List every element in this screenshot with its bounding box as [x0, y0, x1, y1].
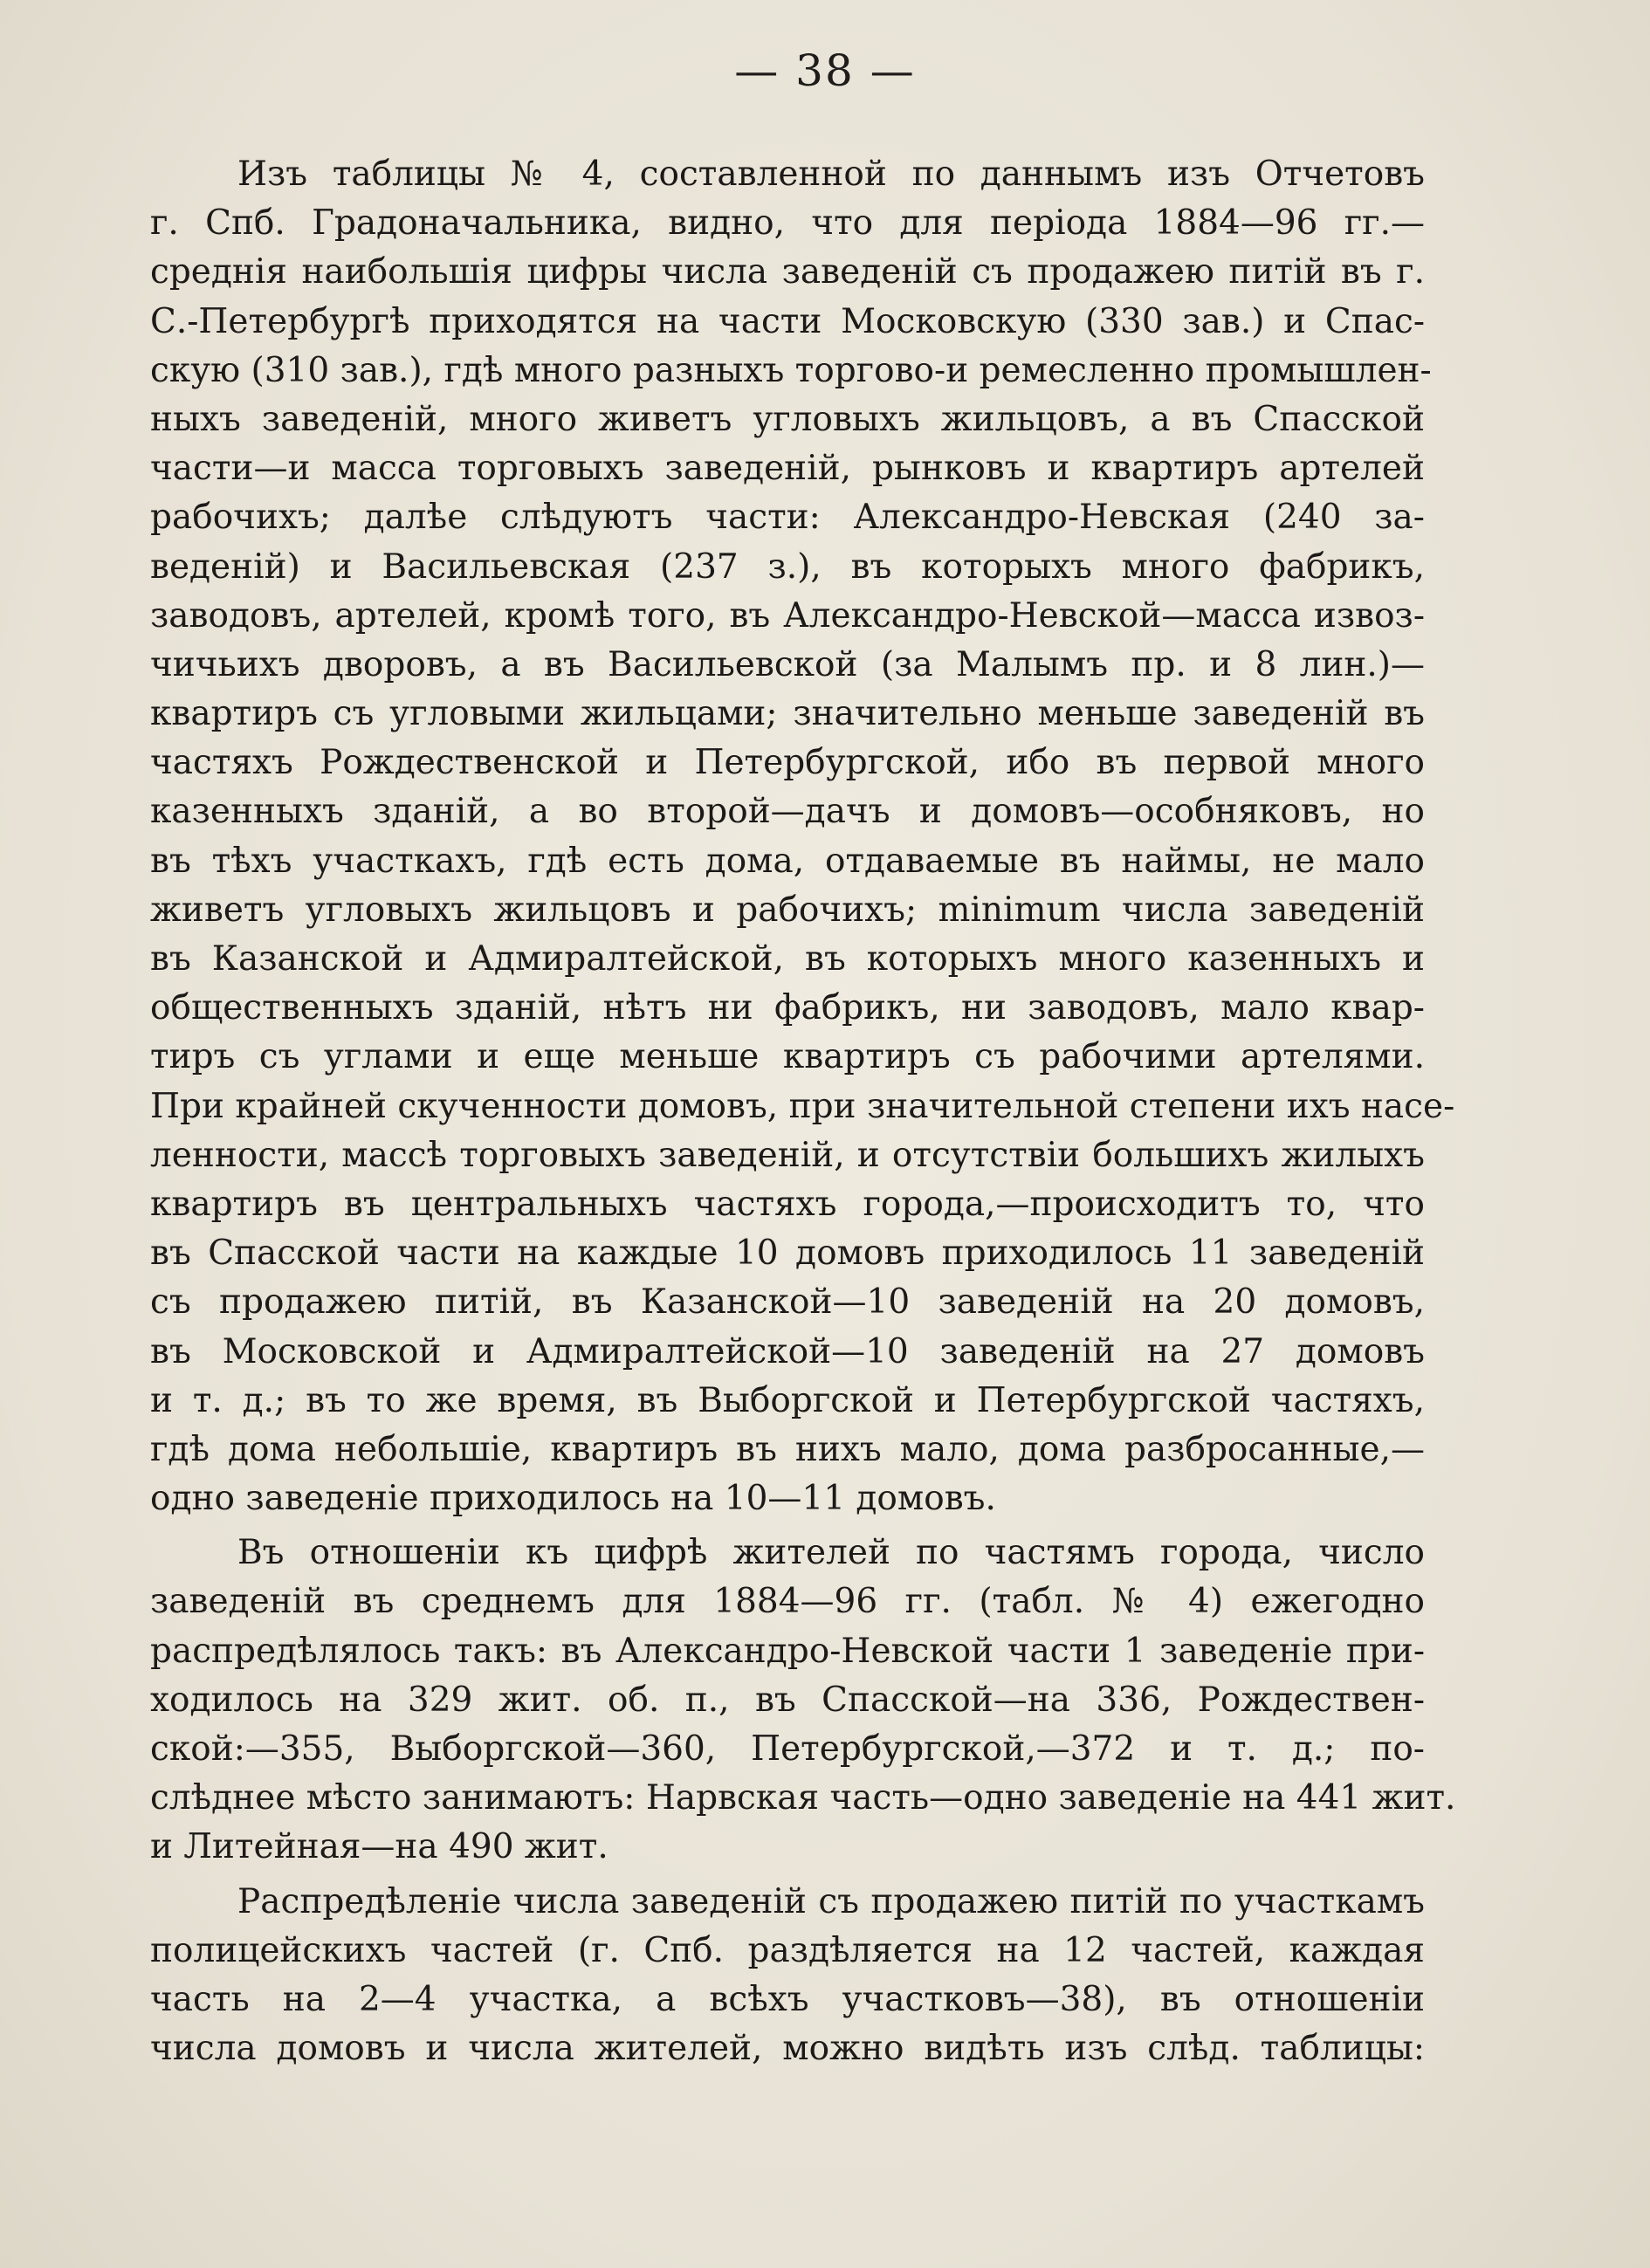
- text-line: и Литейная—на 490 жит.: [150, 1827, 608, 1867]
- page-number: — 38 —: [734, 45, 916, 96]
- text-line: гдѣ дома небольшіе, квартиръ въ нихъ мало, дома разбросанные,—: [150, 1429, 1425, 1469]
- text-line: живетъ угловыхъ жильцовъ и рабочихъ; minimum числа заведеній: [150, 890, 1425, 930]
- text-line: полицейскихъ частей (г. Спб. раздѣляется на 12 частей, каждая: [150, 1930, 1425, 1970]
- text-line: среднія наибольшія цифры числа заведеній съ продажею питій въ г.: [150, 252, 1425, 292]
- text-line: слѣднее мѣсто занимаютъ: Нарвская часть—одно заведеніе на 441 жит.: [150, 1778, 1456, 1818]
- paragraph-2: [150, 1529, 1456, 1872]
- text-line: г. Спб. Градоначальника, видно, что для періода 1884—96 гг.—: [150, 203, 1425, 244]
- text-line: Изъ таблицы № 4, составленной по даннымъ изъ Отчетовъ: [237, 155, 1425, 194]
- text-line: тиръ съ углами и еще меньше квартиръ съ рабочими артелями.: [150, 1037, 1425, 1077]
- text-line: рабочихъ; далѣе слѣдуютъ части: Александро-Невская (240 за-: [150, 498, 1425, 538]
- text-line: казенныхъ зданій, а во второй—дачъ и домовъ—особняковъ, но: [150, 792, 1425, 832]
- text-line: веденій) и Васильевская (237 з.), въ которыхъ много фабрикъ,: [150, 546, 1425, 587]
- text-line: одно заведеніе приходилось на 10—11 домовъ.: [150, 1479, 996, 1519]
- text-line: ныхъ заведеній, много живетъ угловыхъ жильцовъ, а въ Спасской: [150, 399, 1425, 439]
- paragraph-1: [150, 150, 1455, 1523]
- text-line: Въ отношеніи къ цифрѣ жителей по частямъ города, число: [237, 1533, 1425, 1573]
- text-line: заведеній въ среднемъ для 1884—96 гг. (табл. № 4) ежегодно: [150, 1582, 1425, 1622]
- text-line: въ Казанской и Адмиралтейской, въ которыхъ много казенныхъ и: [150, 939, 1425, 979]
- text-line: часть на 2—4 участка, а всѣхъ участковъ—38), въ отношеніи: [150, 1979, 1425, 2019]
- text-line: ходилось на 329 жит. об. п., въ Спасской—на 336, Рождествен-: [150, 1680, 1425, 1720]
- text-line: ленности, массѣ торговыхъ заведеній, и отсутствіи большихъ жилыхъ: [150, 1135, 1425, 1175]
- text-line: ской:—355, Выборгской—360, Петербургской,—372 и т. д.; по-: [150, 1729, 1425, 1769]
- text-line: Распредѣленіе числа заведеній съ продажею питій по участкамъ: [237, 1881, 1425, 1921]
- text-line: чичьихъ дворовъ, а въ Васильевской (за Малымъ пр. и 8 лин.)—: [150, 644, 1425, 684]
- text-line: общественныхъ зданій, нѣтъ ни фабрикъ, ни заводовъ, мало квар-: [150, 988, 1425, 1028]
- text-line: части—и масса торговыхъ заведеній, рынковъ и квартиръ артелей: [150, 449, 1425, 489]
- text-line: квартиръ въ центральныхъ частяхъ города,—происходитъ то, что: [150, 1184, 1425, 1224]
- text-line: распредѣлялось такъ: въ Александро-Невской части 1 заведеніе при-: [150, 1631, 1425, 1671]
- text-line: При крайней скученности домовъ, при значительной степени ихъ насе-: [150, 1086, 1455, 1126]
- text-line: числа домовъ и числа жителей, можно видѣть изъ слѣд. таблицы:: [150, 2029, 1425, 2069]
- text-line: скую (310 зав.), гдѣ много разныхъ торгово-и ремесленно промышлен-: [150, 350, 1432, 390]
- text-line: съ продажею питій, въ Казанской—10 заведеній на 20 домовъ,: [150, 1282, 1425, 1323]
- text-line: въ тѣхъ участкахъ, гдѣ есть дома, отдаваемые въ наймы, не мало: [150, 841, 1425, 881]
- text-line: въ Спасской части на каждые 10 домовъ приходилось 11 заведеній: [150, 1234, 1425, 1274]
- text-line: и т. д.; въ то же время, въ Выборгской и Петербургской частяхъ,: [150, 1380, 1425, 1420]
- text-line: въ Московской и Адмиралтейской—10 заведеній на 27 домовъ: [150, 1331, 1425, 1371]
- text-line: заводовъ, артелей, кромѣ того, въ Александро-Невской—масса извоз-: [150, 595, 1425, 636]
- paragraph-3: [150, 1878, 1425, 2074]
- text-line: квартиръ съ угловыми жильцами; значительно меньше заведеній въ: [150, 694, 1425, 734]
- text-line: С.-Петербургѣ приходятся на части Московскую (330 зав.) и Спас-: [150, 301, 1425, 341]
- text-line: частяхъ Рождественской и Петербургской, ибо въ первой много: [150, 743, 1425, 783]
- body-text: [150, 150, 1456, 2079]
